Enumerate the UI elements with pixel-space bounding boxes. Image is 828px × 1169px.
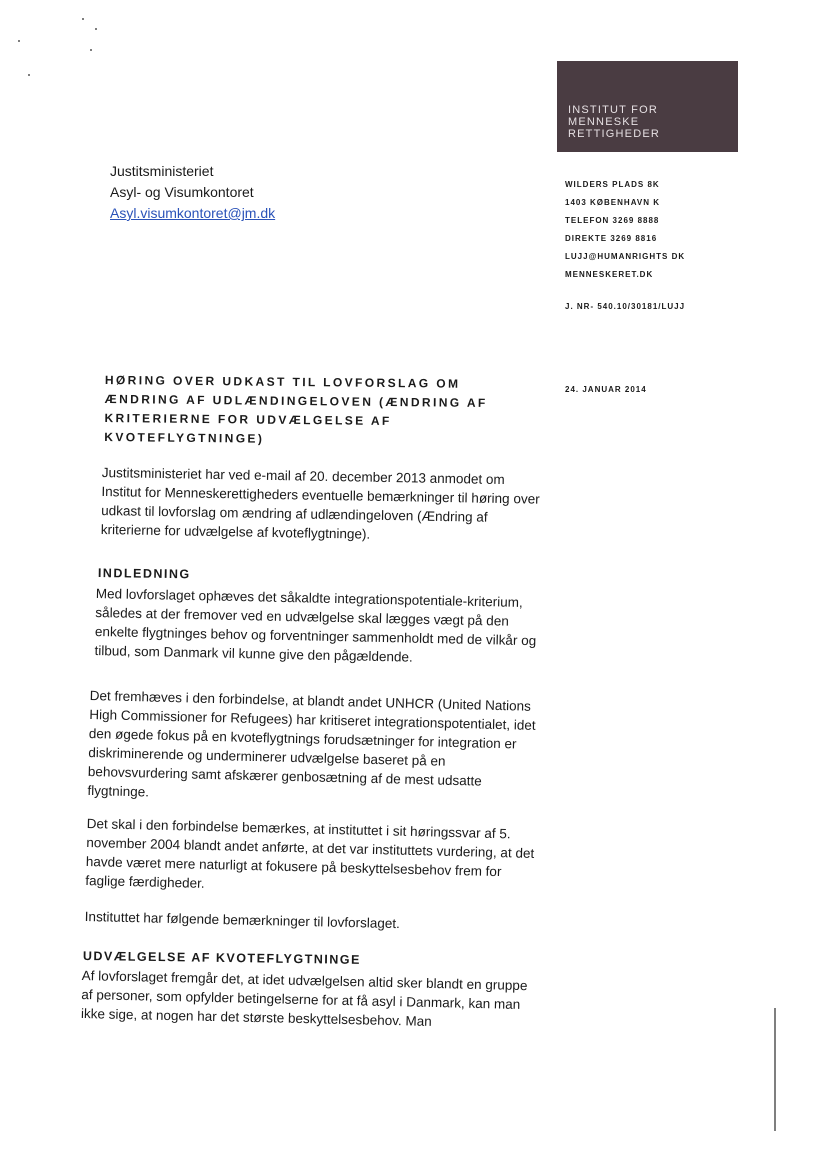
- letter-date: 24. JANUAR 2014: [565, 385, 647, 394]
- contact-city: 1403 KØBENHAVN K: [565, 198, 660, 207]
- intro-paragraph: Justitsministeriet har ved e-mail af 20. december 2013 anmodet om Institut for Menneskerettigheders eventuelle bemærkninger til høring over udkast til lovforslag om ændring af udlændingeloven (Ændring af kriterierne for udvælgelse af kvoteflygtninge).: [100, 464, 540, 542]
- contact-web: MENNESKERET.DK: [565, 270, 654, 279]
- scan-speck: [82, 18, 84, 20]
- contact-phone: TELEFON 3269 8888: [565, 216, 660, 225]
- document-title: HØRING OVER UDKAST TIL LOVFORSLAG OM ÆNDRING AF UDLÆNDINGELOVEN (ÆNDRING AF KRITERIERNE FOR UDVÆLGELSE AF KVOTEFLYGTNINGE): [104, 372, 488, 446]
- paragraph: Det skal i den forbindelse bemærkes, at instituttet i sit høringssvar af 5. november 2004 blandt andet anførte, at det var instituttets vurdering, at det havde været mere naturligt at fokusere på beskyttelsesbehov frem for faglige færdigheder.: [85, 815, 535, 891]
- logo-line: RETTIGHEDER: [568, 128, 661, 140]
- contact-email: LUJJ@HUMANRIGHTS DK: [565, 252, 686, 261]
- paragraph: Det fremhæves i den forbindelse, at blandt andet UNHCR (United Nations High Commissioner for Refugees) har kritiseret integrationspotentialet, idet den øgede fokus på en kvoteflygtnings forudsætninger for integration er diskriminerende og underminerer udvælgelse baseret på en behovsvurdering samt afskærer genbosætning af de mest udsatte flygtninge.: [87, 687, 536, 800]
- recipient-office: Asyl- og Visumkontoret: [110, 184, 254, 200]
- scan-speck: [28, 74, 30, 76]
- recipient-address: [110, 161, 275, 224]
- section-heading-selection: UDVÆLGELSE AF KVOTEFLYGTNINGE: [82, 948, 361, 967]
- paragraph: Instituttet har følgende bemærkninger til lovforslaget.: [84, 908, 401, 932]
- sender-contact-block: [565, 176, 685, 284]
- recipient-email-link[interactable]: Asyl.visumkontoret@jm.dk: [110, 205, 276, 221]
- logo-text: [568, 104, 660, 140]
- institute-logo: [557, 61, 738, 152]
- scan-speck: [90, 49, 92, 51]
- scan-speck: [18, 40, 20, 42]
- journal-number: J. NR- 540.10/30181/LUJJ: [565, 302, 686, 311]
- section-heading-introduction: INDLEDNING: [97, 565, 191, 582]
- recipient-name: Justitsministeriet: [110, 163, 214, 179]
- contact-direct: DIREKTE 3269 8816: [565, 234, 658, 243]
- contact-address: WILDERS PLADS 8K: [565, 180, 660, 189]
- scan-speck: [95, 28, 97, 30]
- logo-line: MENNESKE: [568, 116, 640, 128]
- paragraph: Af lovforslaget fremgår det, at idet udvælgelsen altid sker blandt en gruppe af personer, som opfylder betingelserne for at få asyl i Danmark, kan man ikke sige, at nogen har det største beskyttelsesbehov. Man: [80, 967, 528, 1029]
- margin-line: [774, 1008, 776, 1131]
- logo-line: INSTITUT FOR: [568, 104, 658, 116]
- paragraph: Med lovforslaget ophæves det såkaldte integrationspotentiale-kriterium, således at der fremover ved en udvælgelse skal lægges vægt på den enkelte flygtninges behov og forventninger sammenholdt med de vilkår og tilbud, som Danmark vil kunne give den pågældende.: [94, 585, 537, 665]
